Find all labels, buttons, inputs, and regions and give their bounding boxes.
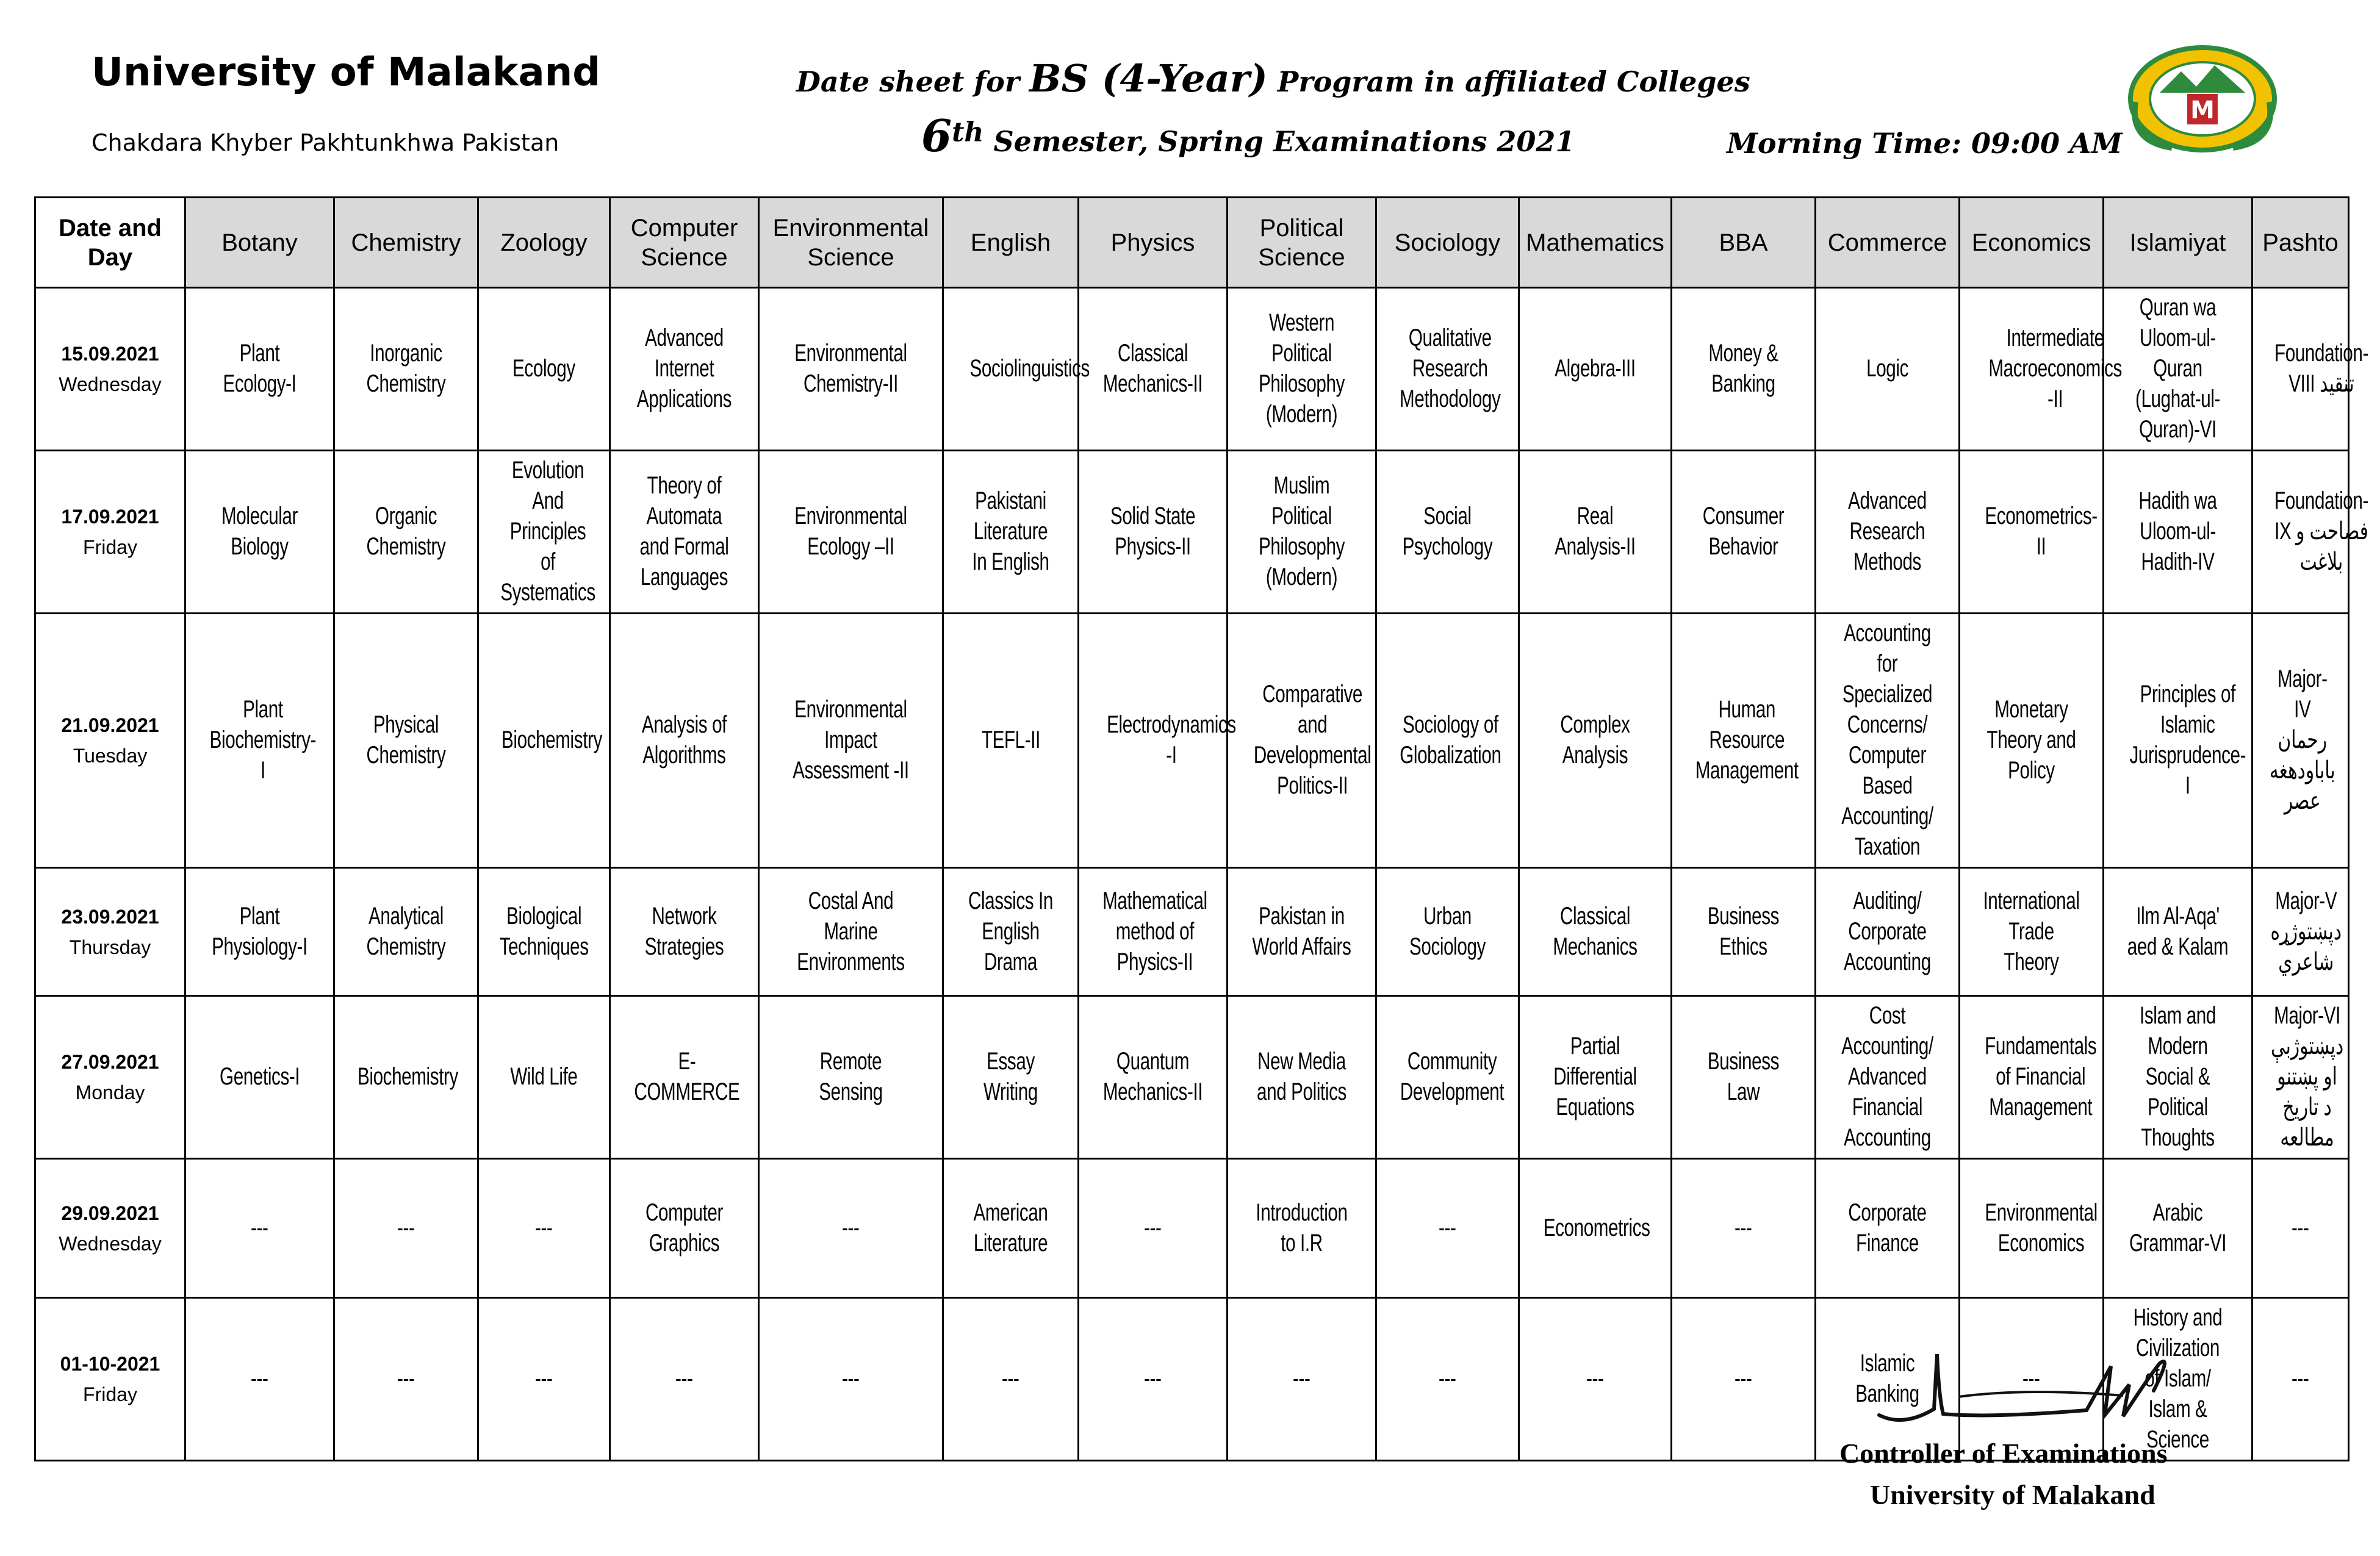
date-day-cell [35,451,185,614]
exam-paper-cell [185,451,334,614]
paper-title: Advanced Research Methods [1848,487,1927,575]
paper-title: Community Development [1400,1048,1505,1105]
exam-paper-cell [1079,288,1228,451]
exam-paper-cell [1079,1298,1228,1461]
exam-paper-cell [1228,1298,1376,1461]
exam-paper-cell [1228,868,1376,996]
header-subject: Islamiyat [2104,198,2252,288]
paper-title: Inorganic Chemistry [366,340,446,397]
paper-title: --- [535,1214,553,1241]
exam-paper-cell [185,614,334,868]
header-subject: Pashto [2252,198,2349,288]
exam-paper-cell [1079,868,1228,996]
title-program: BS (4-Year) [1029,56,1268,101]
exam-paper-cell [1960,996,2104,1159]
header-subject: Chemistry [334,198,478,288]
header-subject: Environmental Science [759,198,943,288]
paper-title: Advanced Internet Applications [636,324,732,412]
paper-title: --- [842,1365,860,1392]
table-row [35,614,2349,868]
paper-title: Solid State Physics-II [1110,503,1196,560]
paper-title: Comparative and Developmental Politics-II [1253,681,1372,799]
exam-paper-cell [759,996,943,1159]
exam-paper-cell [1960,1159,2104,1298]
exam-paper-cell [943,614,1079,868]
header-subject: Economics [1960,198,2104,288]
paper-title: --- [1002,1365,1019,1392]
semester-line [921,110,1575,162]
exam-date: 17.09.2021 [61,506,159,528]
exam-paper-cell [2104,614,2252,868]
exam-paper-cell [1376,614,1519,868]
paper-title: --- [397,1214,415,1241]
university-address: Chakdara Khyber Pakhtunkhwa Pakistan [92,129,559,156]
exam-paper-cell [1079,451,1228,614]
paper-title: Pakistani Literature In English [972,487,1049,575]
table-row [35,996,2349,1159]
paper-title: Genetics-I [219,1063,300,1090]
exam-paper-cell [1228,1159,1376,1298]
exam-paper-cell [1816,1159,1960,1298]
exam-paper-cell [2252,996,2349,1159]
paper-title: Costal And Marine Environments [797,887,905,975]
semester-text: Semester, Spring Examinations 2021 [983,125,1575,158]
paper-title: Islam and Modern Social & Political Thoughts [2139,1002,2216,1151]
exam-paper-cell [1672,451,1816,614]
exam-paper-cell [1228,996,1376,1159]
date-day-cell [35,288,185,451]
paper-title: Partial Differential Equations [1553,1033,1637,1120]
header-subject: Mathematics [1519,198,1672,288]
exam-paper-cell [2252,1159,2349,1298]
exam-paper-cell [478,614,610,868]
exam-paper-cell [1960,288,2122,451]
exam-paper-cell [478,288,610,451]
paper-title: Major-IV رحمان باباودهغه عصر [2269,665,2335,814]
exam-paper-cell [1816,868,1960,996]
paper-title: TEFL-II [981,726,1040,753]
paper-title: American Literature [973,1199,1048,1257]
exam-paper-cell [185,868,334,996]
controller-title: Controller of Examinations [1839,1438,2168,1469]
paper-title: Classical Mechanics-II [1102,340,1203,397]
exam-paper-cell [759,614,943,868]
exam-paper-cell [334,996,478,1159]
paper-title: Plant Physiology-I [212,902,307,960]
exam-paper-cell [1672,996,1816,1159]
exam-paper-cell [1672,1298,1816,1461]
paper-title: Foundation-VIII تنقید [2274,340,2368,397]
paper-title: Essay Writing [983,1048,1038,1105]
exam-paper-cell [334,614,478,868]
exam-paper-cell [478,1159,610,1298]
paper-title: Econometrics-II [1985,503,2098,560]
semester-sup: th [952,117,984,148]
paper-title: Molecular Biology [221,503,298,560]
exam-paper-cell [1228,451,1376,614]
paper-title: Evolution And Principles of Systematics [500,457,595,606]
exam-paper-cell [1079,1159,1228,1298]
paper-title: Human Resource Management [1695,696,1799,784]
paper-title: Corporate Finance [1848,1199,1927,1257]
paper-title: Organic Chemistry [366,503,446,560]
paper-title: International Trade Theory [1983,887,2080,975]
paper-title: --- [1144,1365,1162,1392]
paper-title: --- [251,1214,268,1241]
exam-paper-cell [478,451,610,614]
datesheet-title [796,56,1750,101]
paper-title: Islamic Banking [1855,1350,1919,1407]
paper-title: Social Psychology [1402,503,1493,560]
exam-paper-cell [1816,288,1960,451]
exam-day: Tuesday [73,745,148,767]
paper-title: Analysis of Algorithms [641,711,727,769]
exam-paper-cell [1960,868,2104,996]
paper-title: --- [1439,1365,1456,1392]
exam-paper-cell [1228,288,1376,451]
exam-paper-cell [943,868,1079,996]
date-day-cell [35,1159,185,1298]
paper-title: Electrodynamics -I [1107,711,1236,769]
paper-title: --- [251,1365,268,1392]
paper-title: History and Civilization of Islam/ Islam & Science [2133,1304,2223,1453]
paper-title: Classical Mechanics [1553,902,1638,960]
paper-title: --- [1293,1365,1310,1392]
exam-paper-cell [759,1159,943,1298]
exam-paper-cell [2252,614,2349,868]
exam-paper-cell [610,996,759,1159]
exam-paper-cell [2104,288,2252,451]
paper-title: Monetary Theory and Policy [1986,696,2076,784]
paper-title: Remote Sensing [819,1048,883,1105]
paper-title: Algebra-III [1555,355,1636,382]
exam-paper-cell [759,451,943,614]
exam-paper-cell [1079,996,1228,1159]
exam-paper-cell [185,1159,334,1298]
exam-paper-cell [1672,288,1816,451]
paper-title: Environmental Impact Assessment -II [793,696,909,784]
paper-title: Money & Banking [1708,340,1778,397]
exam-paper-cell [1519,451,1672,614]
exam-paper-cell [610,1159,759,1298]
paper-title: Analytical Chemistry [366,902,446,960]
exam-paper-cell [2252,288,2368,451]
exam-paper-cell [1519,288,1672,451]
exam-date: 29.09.2021 [61,1202,159,1224]
table-header-row [35,198,2349,288]
paper-title: Logic [1866,355,1908,382]
exam-paper-cell [334,451,478,614]
exam-paper-cell [1672,1159,1816,1298]
exam-date: 23.09.2021 [61,905,159,928]
paper-title: Biological Techniques [499,902,589,960]
exam-day: Thursday [69,936,151,958]
date-day-cell [35,614,185,868]
exam-paper-cell [334,1159,478,1298]
paper-title: Urban Sociology [1409,902,1486,960]
paper-title: Sociolinguistics [969,355,1090,382]
exam-paper-cell [610,614,759,868]
table-row [35,868,2349,996]
paper-title: Network Strategies [644,902,724,960]
header-subject: BBA [1672,198,1816,288]
exam-paper-cell [1376,1298,1519,1461]
exam-time: Morning Time: 09:00 AM [1727,127,2123,160]
paper-title: Pakistan in World Affairs [1252,902,1351,960]
header-subject: English [943,198,1079,288]
exam-paper-cell [478,996,610,1159]
paper-title: Business Law [1707,1048,1780,1105]
exam-paper-cell [943,1159,1079,1298]
exam-paper-cell [1228,614,1376,868]
paper-title: Foundation-IX فصاحت و بلاغت [2274,487,2368,575]
exam-paper-cell [2104,996,2252,1159]
paper-title: Biochemistry [357,1063,458,1090]
exam-paper-cell [2104,868,2252,996]
table-row [35,288,2349,451]
university-name: University of Malakand [92,50,600,95]
header-subject: Physics [1079,198,1228,288]
paper-title: Qualitative Research Methodology [1400,324,1501,412]
paper-title: Ilm Al-Aqa' aed & Kalam [2127,902,2229,960]
paper-title: Biochemistry [501,726,602,753]
paper-title: Consumer Behavior [1702,503,1785,560]
exam-date: 15.09.2021 [61,343,159,365]
paper-title: Plant Ecology-I [223,340,297,397]
exam-paper-cell [334,868,478,996]
paper-title: Physical Chemistry [366,711,446,769]
paper-title: Business Ethics [1707,902,1780,960]
exam-paper-cell [943,996,1079,1159]
paper-title: Computer Graphics [645,1199,724,1257]
exam-paper-cell [943,1298,1079,1461]
exam-paper-cell [2252,1298,2349,1461]
paper-title: Fundamentals of Financial Management [1985,1033,2097,1120]
exam-paper-cell [334,1298,478,1461]
paper-title: --- [1439,1214,1456,1241]
paper-title: Principles of Islamic Jurisprudence-I [2129,681,2246,799]
paper-title: Major-V دپښتوژړه شاعري [2270,887,2342,975]
header-subject: Computer Science [610,198,759,288]
paper-title: Introduction to I.R [1256,1199,1348,1257]
paper-title: --- [1735,1214,1752,1241]
exam-paper-cell [1519,996,1672,1159]
exam-day: Wednesday [59,1232,162,1255]
title-prefix: Date sheet for [796,65,1030,98]
paper-title: --- [535,1365,553,1392]
exam-paper-cell [2252,451,2368,614]
paper-title: --- [2292,1365,2309,1392]
exam-paper-cell [1519,614,1672,868]
exam-paper-cell [1079,614,1236,868]
header-date-day: Date and Day [35,198,185,288]
exam-paper-cell [610,288,759,451]
exam-paper-cell [943,288,1090,451]
exam-date: 21.09.2021 [61,714,159,736]
exam-paper-cell [1376,288,1519,451]
exam-paper-cell [334,288,478,451]
exam-date: 27.09.2021 [61,1051,159,1073]
exam-paper-cell [1519,868,1672,996]
exam-paper-cell [759,288,943,451]
paper-title: Plant Biochemistry-I [209,696,317,784]
exam-paper-cell [1672,614,1816,868]
paper-title: --- [1144,1214,1162,1241]
paper-title: New Media and Politics [1257,1048,1346,1105]
exam-paper-cell [1376,868,1519,996]
paper-title: --- [2292,1214,2309,1241]
paper-title: Accounting for Specialized Concerns/ Computer Based Accounting/ Taxation [1841,620,1933,860]
exam-paper-cell [1376,451,1519,614]
exam-paper-cell [2252,868,2349,996]
university-logo [2123,44,2282,154]
exam-day: Wednesday [59,373,162,395]
title-suffix: Program in affiliated Colleges [1267,65,1750,98]
paper-title: Quantum Mechanics-II [1102,1048,1203,1105]
paper-title: Auditing/ Corporate Accounting [1844,887,1931,975]
paper-title: Western Political Philosophy (Modern) [1258,309,1345,428]
exam-paper-cell [185,1298,334,1461]
exam-paper-cell [1519,1159,1672,1298]
paper-title: Real Analysis-II [1555,503,1636,560]
paper-title: --- [2022,1365,2040,1392]
exam-day: Monday [75,1081,145,1103]
paper-title: Arabic Grammar-VI [2129,1199,2227,1257]
exam-date: 01-10-2021 [60,1353,160,1375]
header-subject: Political Science [1228,198,1376,288]
exam-paper-cell [610,451,759,614]
header-subject: Botany [185,198,334,288]
exam-paper-cell [2104,451,2252,614]
exam-paper-cell [610,1298,759,1461]
exam-paper-cell [478,868,610,996]
exam-paper-cell [1960,614,2104,868]
paper-title: --- [842,1214,860,1241]
paper-title: Hadith wa Uloom-ul-Hadith-IV [2138,487,2217,575]
paper-title: Econometrics [1543,1214,1650,1241]
header-subject: Zoology [478,198,610,288]
exam-paper-cell [759,868,943,996]
paper-title: Wild Life [510,1063,578,1090]
paper-title: Complex Analysis [1560,711,1630,769]
paper-title: E-COMMERCE [634,1048,740,1105]
exam-paper-cell [185,996,334,1159]
paper-title: --- [397,1365,415,1392]
paper-title: Theory of Automata and Formal Languages [639,472,729,590]
paper-title: Muslim Political Philosophy (Modern) [1258,472,1345,590]
exam-paper-cell [2104,1159,2252,1298]
controller-signature [1867,1342,2184,1439]
paper-title: --- [1586,1365,1604,1392]
exam-paper-cell [1519,1298,1672,1461]
table-row [35,1159,2349,1298]
exam-day: Friday [83,1383,137,1405]
table-row [35,451,2349,614]
controller-university: University of Malakand [1870,1479,2155,1510]
exam-paper-cell [1816,451,1960,614]
paper-title: --- [675,1365,693,1392]
exam-paper-cell [478,1298,610,1461]
paper-title: Ecology [512,355,575,382]
paper-title: Environmental Ecology –II [794,503,907,560]
paper-title: Quran wa Uloom-ul-Quran (Lughat-ul-Quran)-VI [2135,294,2221,443]
exam-paper-cell [1376,996,1519,1159]
exam-paper-cell [1672,868,1816,996]
paper-title: Major-VI دپښتوژبې او پښتنو د تاریخ مطالعه [2270,1002,2344,1151]
datesheet-table [34,196,2368,1461]
semester-number: 6 [921,110,952,162]
paper-title: Environmental Chemistry-II [794,340,907,397]
paper-title: Intermediate Macroeconomics -II [1988,324,2122,412]
date-day-cell [35,1298,185,1461]
exam-paper-cell [1960,451,2104,614]
exam-paper-cell [1376,1159,1519,1298]
paper-title: Sociology of Globalization [1400,711,1501,769]
date-day-cell [35,868,185,996]
paper-title: --- [1735,1365,1752,1392]
paper-title: Cost Accounting/ Advanced Financial Accounting [1841,1002,1933,1151]
date-day-cell [35,996,185,1159]
exam-paper-cell [610,868,759,996]
exam-day: Friday [83,536,137,558]
exam-paper-cell [1816,614,1960,868]
exam-paper-cell [1816,996,1960,1159]
paper-title: Environmental Economics [1985,1199,2098,1257]
header-subject: Commerce [1816,198,1960,288]
svg-text:M: M [2190,96,2215,124]
header-subject: Sociology [1376,198,1519,288]
exam-paper-cell [759,1298,943,1461]
exam-paper-cell [185,288,334,451]
paper-title: Classics In English Drama [968,887,1054,975]
paper-title: Mathematical method of Physics-II [1102,887,1207,975]
exam-paper-cell [943,451,1079,614]
